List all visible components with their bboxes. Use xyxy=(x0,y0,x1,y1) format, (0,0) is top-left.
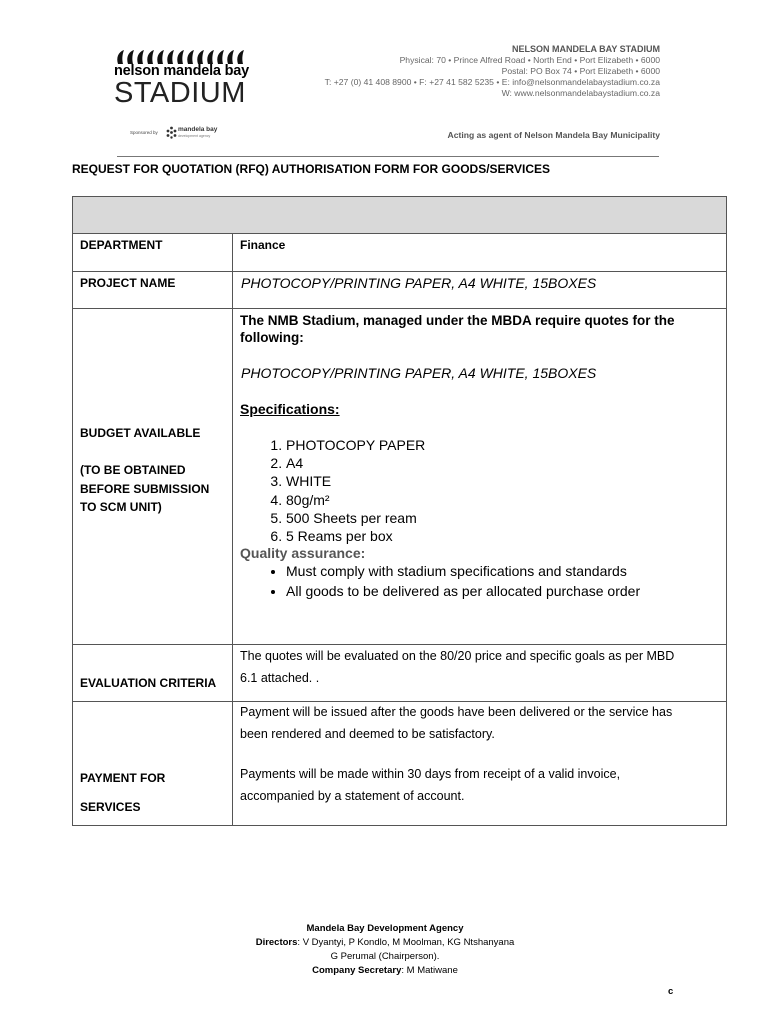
row-divider xyxy=(72,308,727,309)
budget-label: BUDGET AVAILABLE xyxy=(80,426,201,440)
payment-text-line: Payments will be made within 30 days from receipt of a valid invoice, xyxy=(240,767,621,781)
department-label: DEPARTMENT xyxy=(80,238,163,252)
payment-text-line: been rendered and deemed to be satisfactory. xyxy=(240,727,495,741)
project-name-label: PROJECT NAME xyxy=(80,276,176,290)
row-divider xyxy=(72,233,727,234)
evaluation-text-line: The quotes will be evaluated on the 80/20 price and specific goals as per MBD xyxy=(240,649,675,663)
budget-intro: The NMB Stadium, managed under the MBDA require quotes for the xyxy=(240,313,675,328)
spec-item: 5. 500 Sheets per ream xyxy=(286,509,726,527)
footer-directors-label: Directors xyxy=(255,937,298,948)
budget-note-line: (TO BE OBTAINED xyxy=(80,463,186,477)
column-divider xyxy=(232,233,233,825)
website: W: www.nelsonmandelabaystadium.co.za xyxy=(501,88,660,98)
payment-label: SERVICES xyxy=(80,800,141,814)
footer-directors-names: : V Dyantyi, P Kondlo, M Moolman, KG Ntshanyana xyxy=(297,937,515,948)
sponsor-label: Sponsored by xyxy=(130,130,158,135)
evaluation-criteria-text xyxy=(240,645,674,689)
qa-item: • Must comply with stadium specifications and standards xyxy=(286,562,756,582)
footer xyxy=(0,922,770,978)
project-name-value: PHOTOCOPY/PRINTING PAPER, A4 WHITE, 15BOXES xyxy=(241,275,597,291)
agent-line: Acting as agent of Nelson Mandela Bay Municipality xyxy=(447,130,660,140)
physical-address: Physical: 70 • Prince Alfred Road • North End • Port Elizabeth • 6000 xyxy=(399,55,660,65)
payment-terms xyxy=(240,763,620,807)
phone-email: T: +27 (0) 41 408 8900 • F: +27 41 582 5235 • E: info@nelsonmandelabaystadium.co.za xyxy=(324,77,660,87)
footer-chair: G Perumal (Chairperson). xyxy=(330,951,440,962)
budget-note-line: TO SCM UNIT) xyxy=(80,500,162,514)
footer-secretary xyxy=(0,964,770,978)
budget-label-block xyxy=(80,424,209,517)
stadium-logo xyxy=(112,46,282,146)
org-name: NELSON MANDELA BAY STADIUM xyxy=(511,44,660,54)
logo-text-stadium: STADIUM xyxy=(114,77,246,109)
department-value: Finance xyxy=(240,238,286,252)
form-title: REQUEST FOR QUOTATION (RFQ) AUTHORISATION FORM FOR GOODS/SERVICES xyxy=(72,162,551,176)
evaluation-criteria-label: EVALUATION CRITERIA xyxy=(80,676,217,690)
payment-label: PAYMENT FOR xyxy=(80,771,166,785)
mbda-emblem-icon xyxy=(166,126,177,139)
payment-text xyxy=(240,701,672,745)
quality-assurance-list xyxy=(240,562,756,601)
payment-text-line: Payment will be issued after the goods have been delivered or the service has xyxy=(240,705,673,719)
item-title: PHOTOCOPY/PRINTING PAPER, A4 WHITE, 15BOXES xyxy=(241,365,597,381)
sponsor-subtitle: development agency xyxy=(178,134,211,138)
row-divider xyxy=(72,271,727,272)
footer-directors xyxy=(0,936,770,950)
quality-assurance-heading: Quality assurance: xyxy=(240,545,366,561)
payment-text-line: accompanied by a statement of account. xyxy=(240,789,465,803)
specifications-heading: Specifications: xyxy=(240,401,340,417)
table-header-shading xyxy=(73,197,726,234)
footer-secretary-name: : M Matiwane xyxy=(401,965,458,976)
spec-item: 2. A4 xyxy=(286,454,726,472)
sponsor-name: mandela bay xyxy=(178,126,218,133)
footer-agency: Mandela Bay Development Agency xyxy=(306,923,464,934)
contact-block xyxy=(325,44,660,99)
spec-item: 4. 80g/m² xyxy=(286,491,726,509)
budget-note-line: BEFORE SUBMISSION xyxy=(80,481,210,496)
evaluation-text-line: 6.1 attached. . xyxy=(240,671,320,685)
header-divider xyxy=(117,156,659,157)
spec-item: 3. WHITE xyxy=(286,472,726,490)
budget-content xyxy=(240,312,720,346)
page-mark: c xyxy=(668,986,674,997)
budget-intro: following: xyxy=(240,330,304,345)
logo-text-top: nelson mandela bay xyxy=(114,63,249,79)
spec-item: 1. PHOTOCOPY PAPER xyxy=(286,436,726,454)
footer-secretary-label: Company Secretary xyxy=(312,965,402,976)
specifications-list xyxy=(240,436,726,545)
postal-address: Postal: PO Box 74 • Port Elizabeth • 6000 xyxy=(501,66,660,76)
spec-item: 6. 5 Reams per box xyxy=(286,527,726,545)
qa-item: • All goods to be delivered as per allocated purchase order xyxy=(286,582,756,602)
